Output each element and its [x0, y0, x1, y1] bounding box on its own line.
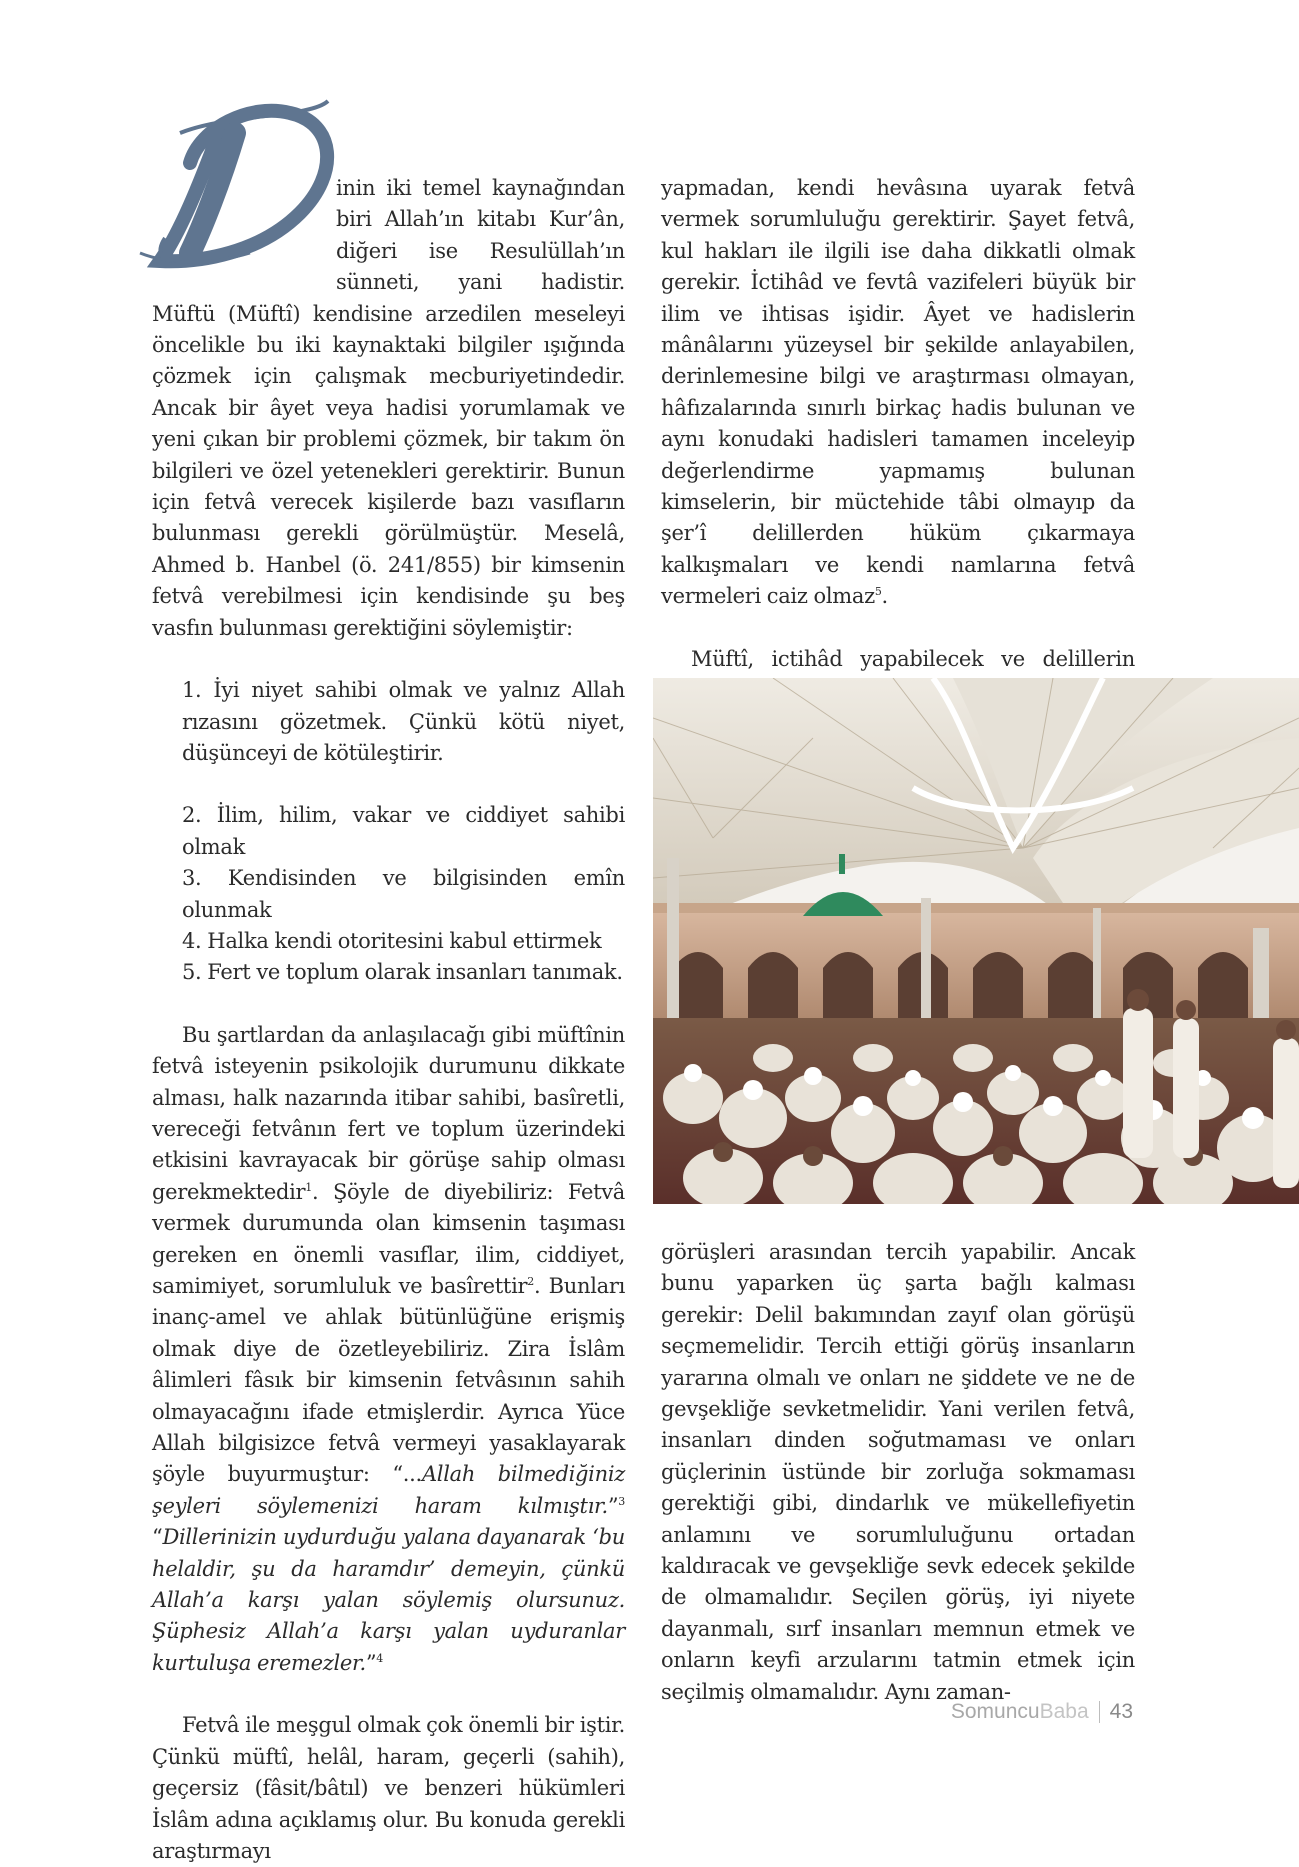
paragraph-tercih: görüşleri arasından tercih yapabilir. Ancak bunu yaparken üç şarta bağlı kalması gerekir: Delil bakımından zayıf olan görüşü seçmemelidir. Tercih ettiği görüş insanların yararına olmalı ve onları ne şiddete ve ne de gevşekliğe sevketmelidir. Yani verilen fetvâ, insanları dinden soğutmaması ve onları güçlerinin üstünde bir zorluğa sokmaması gerektiği gibi, dindarlık ve mükellefiyetin anlamını ve sorumluluğunu ortadan kaldıracak ve gevşekliğe sevk edecek şekilde de olmamalıdır. Seçilen görüş, iyi niyete dayanmalı, sırf insanları memnun etmek ve onların keyfi arzularını tatmin etmek için seçilmiş olmamalıdır. Aynı zaman- [661, 1240, 1135, 1704]
list-item-5: 5. Fert ve toplum olarak insanları tanımak. [182, 960, 623, 985]
paragraph-mufti: Müftî, ictihâd yapabilecek ve delillerin [691, 646, 1135, 671]
list-item-3: 3. Kendisinden ve bilgisinden emîn olunmak [182, 866, 625, 922]
left-column [152, 173, 625, 1867]
intro-text: inin iki temel kaynağından biri Allah’ın kitabı Kur’ân, diğeri ise Resulüllah’ın sünneti, yani hadistir. Müftü (Müftî) kendisine arzedilen meseleyi öncelikle bu iki kaynaktaki bilgiler ışığında çözmek için çalışmak mecburiyetindedir. Ancak bir âyet veya hadisi yorumlamak ve yeni çıkan bir problemi çözmek, bir takım ön bilgileri ve özel yetenekleri gerektirir. Bunun için fetvâ verecek kişilerde bazı vasıfların bulunması gerekli görülmüştür. Meselâ, Ahmed b. Hanbel (ö. 241/855) bir kimsenin fetvâ verebilmesi için kendisinde şu beş vasfın bulunması gerektiğini söylemiştir: [152, 176, 625, 640]
list-item-4: 4. Halka kendi otoritesini kabul ettirmek [182, 928, 602, 953]
drop-cap-letter [140, 103, 340, 283]
right-column-bottom [661, 1237, 1135, 1708]
footnote-ref-3: 3 [618, 1494, 625, 1508]
paragraph-fetva: Fetvâ ile meşgul olmak çok önemli bir iştir. Çünkü müftî, helâl, haram, geçerli (sahih), geçersiz (fâsit/bâtıl) ve benzeri hükümleri İslâm adına açıklamış olur. Bu konuda gerekli araştırmayı [152, 1713, 625, 1863]
quote-1: Allah bilmediğiniz şeyleri söylemenizi haram kılmıştır. [152, 1462, 625, 1518]
footnote-ref-5: 5 [874, 585, 882, 599]
list-item-2: 2. İlim, hilim, vakar ve ciddiyet sahibi olmak [182, 803, 625, 859]
paragraph-continued: yapmadan, kendi hevâsına uyarak fetvâ vermek sorumluluğu gerektirir. Şayet fetvâ, kul hakları ile ilgili ise daha dikkatli olmak gerekir. İctihâd ve fevtâ vazifeleri büyük bir ilim ve ihtisas işidir. Âyet ve hadislerin mânâlarını yüzeysel bir şekilde anlayabilen, derinlemesine bilgi ve araştırması olmayan, hâfızalarında sınırlı birkaç hadis bulunan ve aynı konudaki hadisleri tamamen inceleyip değerlendirme yapmamış bulunan kimselerin, bir müctehide tâbi olmayıp da şer’î delillerden hüküm çıkarmaya kalkışmaları ve kendi namlarına fetvâ vermeleri caiz olmaz$^5$. [661, 176, 1135, 609]
right-column-top [661, 173, 1135, 738]
page-number: 43 [1109, 1700, 1133, 1723]
intro-paragraph [152, 173, 625, 644]
quote-2: Dillerinizin uydurduğu yalana dayanarak ‘bu helaldir, şu da haramdır’ demeyin, çünkü Allah’a karşı yalan söylemiş olursunuz. Şüphesiz Allah’a karşı yalan uyduranlar kurtuluşa eremezler. [152, 1525, 625, 1675]
footnote-ref-1: 1 [305, 1180, 312, 1194]
brand-name-light: Baba [1039, 1700, 1089, 1723]
footnote-ref-2: 2 [527, 1275, 534, 1288]
page-footer [951, 1700, 1133, 1724]
footnote-ref-4: 4 [376, 1651, 383, 1665]
drop-cap [152, 173, 328, 271]
footer-divider [1099, 1701, 1100, 1723]
list-item-1: 1. İyi niyet sahibi olmak ve yalnız Allah rızasını gözetmek. Çünkü kötü niyet, düşünceyi de kötüleştirir. [182, 678, 625, 765]
brand-name-bold: Somuncu [950, 1700, 1040, 1723]
mosque-photo [653, 678, 1299, 1204]
paragraph-conditions: Bu şartlardan da anlaşılacağı gibi müftînin fetvâ isteyenin psikolojik durumunu dikkate alması, halk nazarında itibar sahibi, basîretli, vereceği fetvânın fert ve toplum üzerindeki etkisini kavrayacak bir görüşe sahip olması gerekmektedir$^1$. Şöyle de diyebiliriz: Fetvâ vermek durumunda olan kimsenin taşıması gereken en önemli vasıflar, ilim, ciddiyet, samimiyet, sorumluluk ve basîrettir$^2$. Bunları inanç-amel ve ahlak bütünlüğüne erişmiş olmak diye de özetleyebiliriz. Zira İslâm âlimleri fâsık bir kimsenin fetvâsının sahih olmayacağını ifade etmişlerdir. Ayrıca Yüce Allah bilgisizce fetvâ vermeyi yasaklayarak şöyle buyurmuştur: “...Allah bilmediğiniz şeyleri söylemenizi haram kılmıştır.”$^3$ “Dillerinizin uydurduğu yalana dayanarak ‘bu helaldir, şu da haramdır’ demeyin, çünkü Allah’a karşı yalan söylemiş olursunuz. Şüphesiz Allah’a karşı yalan uyduranlar kurtuluşa eremezler.”$^4$ [152, 1022, 625, 1675]
